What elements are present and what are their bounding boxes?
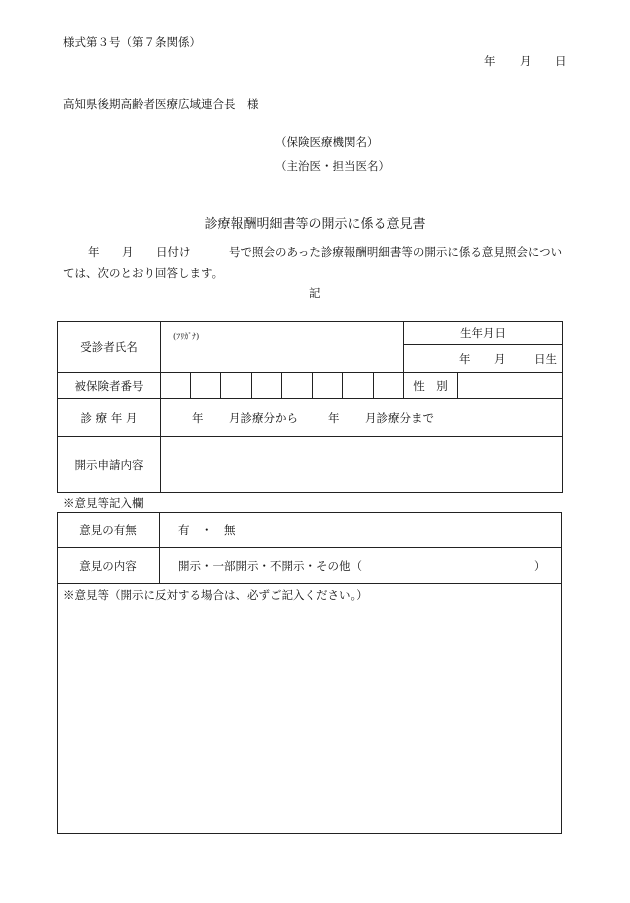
sex-label: 性 別 bbox=[413, 378, 448, 393]
furigana-label: (ﾌﾘｶﾞﾅ) bbox=[173, 332, 200, 341]
opinion-divider-1 bbox=[57, 547, 562, 548]
birth-month-unit: 月 bbox=[494, 352, 506, 366]
birth-label-cell bbox=[404, 322, 563, 345]
institution-label: （保険医療機関名） bbox=[275, 135, 379, 149]
content-options[interactable]: 開示・一部開示・不開示・その他（ bbox=[178, 559, 362, 573]
request-field[interactable] bbox=[161, 437, 563, 493]
date-month-unit: 月 bbox=[520, 54, 532, 68]
form-number: 様式第３号（第７条関係） bbox=[63, 35, 201, 49]
content-label: 意見の内容 bbox=[79, 559, 137, 573]
sex-label-cell bbox=[404, 373, 458, 399]
intro-text-1: 号で照会のあった診療報酬明細書等の開示に係る意見照会につい bbox=[229, 245, 563, 259]
doctor-label: （主治医・担当医名） bbox=[275, 159, 390, 173]
opinion-divider-2 bbox=[57, 583, 562, 584]
insured-no-label: 被保険者番号 bbox=[74, 378, 144, 393]
birth-day-unit: 日生 bbox=[534, 352, 557, 366]
date-day-unit: 日 bbox=[555, 54, 567, 68]
document-title: 診療報酬明細書等の開示に係る意見書 bbox=[204, 217, 426, 232]
insured-no-digit-5[interactable] bbox=[282, 373, 313, 399]
period-from-year: 年 bbox=[192, 411, 204, 425]
birth-label: 生年月日 bbox=[460, 326, 506, 340]
patient-info-table bbox=[57, 321, 563, 493]
period-field[interactable] bbox=[161, 399, 563, 437]
request-label-cell bbox=[58, 437, 161, 493]
intro-date-suffix: 日付け bbox=[156, 245, 191, 259]
period-to-year: 年 bbox=[328, 411, 340, 425]
insured-no-digit-4[interactable] bbox=[252, 373, 282, 399]
request-label: 開示申請内容 bbox=[74, 457, 144, 472]
period-label-cell bbox=[58, 399, 161, 437]
sex-field[interactable] bbox=[458, 373, 563, 399]
free-opinion-label: ※意見等（開示に反対する場合は、必ずご記入ください。） bbox=[63, 588, 368, 602]
birth-year-unit: 年 bbox=[459, 352, 471, 366]
free-opinion-field[interactable] bbox=[58, 605, 561, 833]
insured-no-label-cell bbox=[58, 373, 161, 399]
presence-label: 意見の有無 bbox=[79, 523, 137, 537]
birth-date-field[interactable] bbox=[404, 345, 563, 373]
addressee: 高知県後期高齢者医療広域連合長 様 bbox=[63, 97, 259, 111]
intro-text-2: ては、次のとおり回答します。 bbox=[63, 266, 224, 280]
date-year-unit: 年 bbox=[484, 54, 496, 68]
name-field[interactable] bbox=[161, 322, 404, 373]
period-label: 診 療 年 月 bbox=[80, 410, 138, 425]
insured-no-digit-8[interactable] bbox=[374, 373, 404, 399]
name-label: 受診者氏名 bbox=[80, 340, 138, 354]
intro-month: 月 bbox=[122, 245, 134, 259]
intro-year: 年 bbox=[88, 245, 100, 259]
insured-no-digit-3[interactable] bbox=[221, 373, 252, 399]
opinion-section-label: ※意見等記入欄 bbox=[63, 496, 144, 510]
name-label-cell bbox=[58, 322, 161, 373]
period-from-month: 月診療分から bbox=[229, 411, 298, 425]
opinion-label-divider bbox=[159, 512, 160, 583]
insured-no-digit-1[interactable] bbox=[161, 373, 191, 399]
insured-no-digit-2[interactable] bbox=[191, 373, 221, 399]
period-to-month: 月診療分まで bbox=[365, 411, 434, 425]
insured-no-digit-7[interactable] bbox=[343, 373, 374, 399]
content-close-paren: ） bbox=[534, 559, 546, 573]
insured-no-digit-6[interactable] bbox=[313, 373, 343, 399]
presence-options[interactable]: 有 ・ 無 bbox=[178, 523, 236, 537]
ki-mark: 記 bbox=[309, 286, 321, 300]
